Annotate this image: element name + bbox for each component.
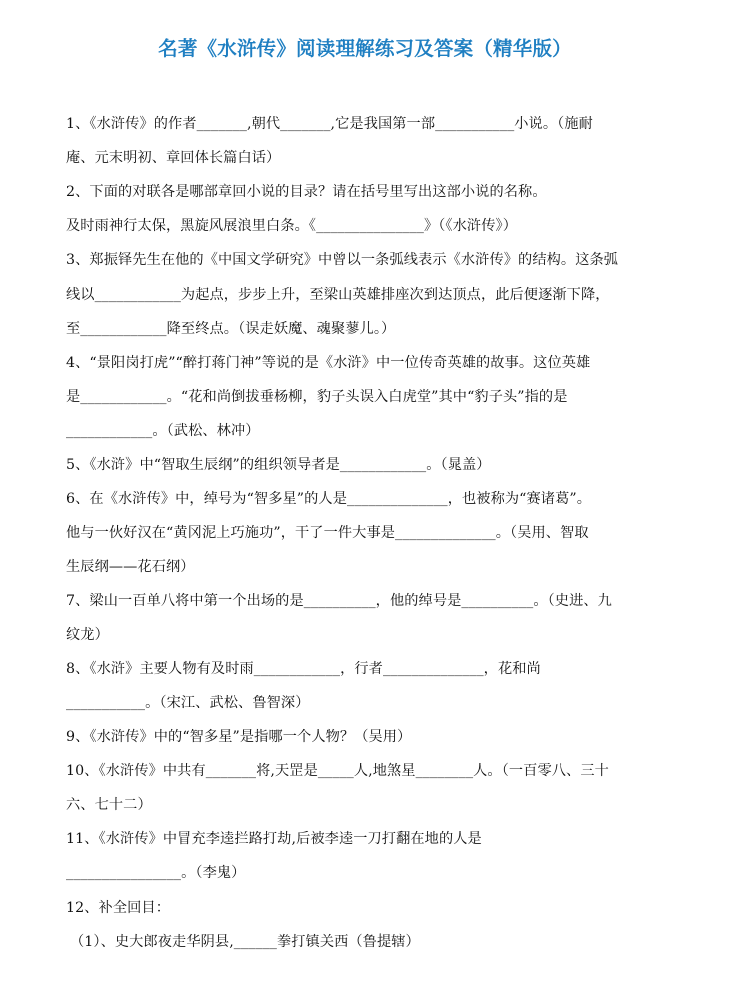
- text-line: ____________。（武松、林冲）: [66, 423, 260, 439]
- text-line: 1、《水浒传》的作者_______,朝代_______,它是我国第一部___________小说。（施耐: [66, 116, 593, 132]
- text-line: 线以____________为起点，步步上升，至梁山英雄排座次到达顶点，此后便逐渐下降，: [66, 287, 610, 303]
- page-title: 名著《水浒传》阅读理解练习及答案（精华版）: [158, 37, 572, 60]
- text-line: 六、七十二）: [66, 797, 152, 813]
- text-line: 6、在《水浒传》中，绰号为“智多星”的人是______________，也被称为“赛诸葛”。: [66, 491, 592, 507]
- text-line: 是____________。“花和尚倒拔垂杨柳，豹子头误入白虎堂”其中“豹子头”指的是: [66, 389, 568, 405]
- text-line: （1）、史大郎夜走华阴县,______拳打镇关西（鲁提辖）: [70, 934, 420, 950]
- text-line: 至____________降至终点。（误走妖魔、魂聚蓼儿。）: [66, 321, 396, 337]
- text-line: 12、补全回目：: [66, 900, 170, 916]
- text-line: 及时雨神行太保，黑旋风展浪里白条。《_______________》（《水浒传》）: [66, 218, 517, 234]
- text-line: 2、下面的对联各是哪部章回小说的目录？请在括号里写出这部小说的名称。: [66, 184, 547, 200]
- text-line: 10、《水浒传》中共有_______将,天罡是_____人,地煞星________人。（一百零八、三十: [66, 763, 609, 779]
- text-line: 7、梁山一百单八将中第一个出场的是__________，他的绰号是__________。（史进、九: [66, 593, 612, 609]
- text-line: 11、《水浒传》中冒充李逵拦路打劫,后被李逵一刀打翻在地的人是: [66, 831, 482, 847]
- text-line: 5、《水浒》中“智取生辰纲”的组织领导者是____________。（晁盖）: [66, 457, 491, 473]
- text-line: ___________。（宋江、武松、鲁智深）: [66, 695, 310, 711]
- text-line: 庵、元末明初、章回体长篇白话）: [66, 150, 281, 166]
- text-line: 3、郑振铎先生在他的《中国文学研究》中曾以一条弧线表示《水浒传》的结构。这条弧: [66, 252, 619, 268]
- text-line: 生辰纲——花石纲）: [66, 559, 195, 575]
- text-line: ________________。（李鬼）: [66, 865, 246, 881]
- text-line: 他与一伙好汉在“黄冈泥上巧施功”，干了一件大事是______________。（吴用、智取: [66, 525, 589, 541]
- text-line: 8、《水浒》主要人物有及时雨____________，行者______________，花和尚: [66, 661, 541, 677]
- text-line: 9、《水浒传》中的“智多星”是指哪一个人物？（吴用）: [66, 729, 412, 745]
- text-line: 4、“景阳岗打虎”“醉打蒋门神”等说的是《水浒》中一位传奇英雄的故事。这位英雄: [66, 355, 591, 371]
- text-line: 纹龙）: [66, 627, 109, 643]
